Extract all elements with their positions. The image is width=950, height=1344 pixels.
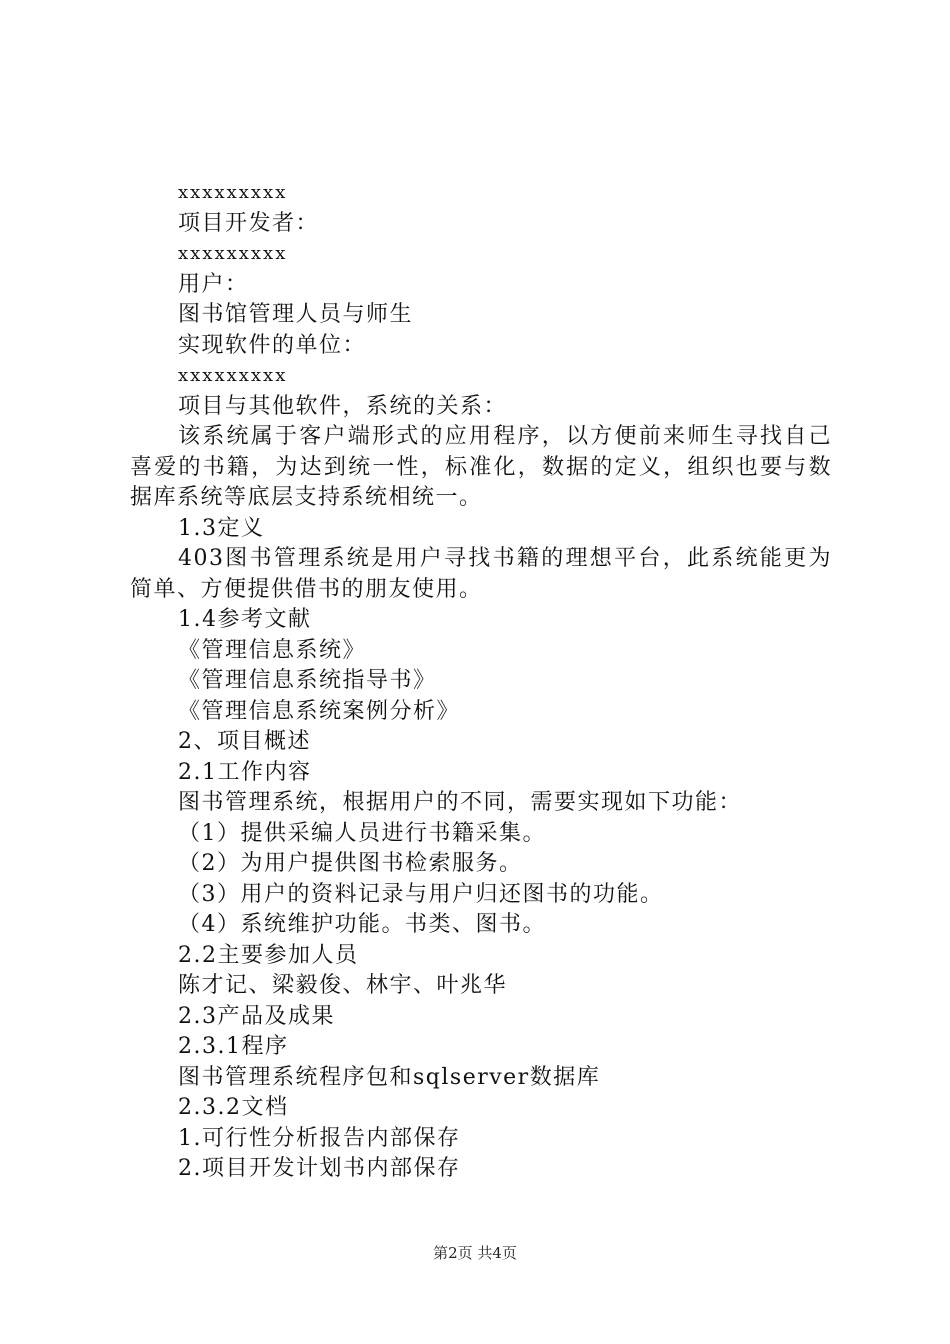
reference-item: 《管理信息系统案例分析》 — [178, 698, 461, 724]
section-heading: 2、项目概述 — [178, 729, 311, 754]
section-heading: 2.3.2文档 — [178, 1095, 289, 1120]
text-line: 实现软件的单位： — [178, 332, 367, 358]
list-item: （4）系统维护功能。书类、图书。 — [178, 912, 546, 937]
list-item: （3）用户的资料记录与用户归还图书的功能。 — [178, 881, 664, 907]
section-heading: 2.1工作内容 — [178, 759, 312, 785]
list-item: （2）为用户提供图书检索服务。 — [178, 851, 523, 876]
document-body — [130, 178, 832, 1185]
text-line: 图书管理系统程序包和sqlserver数据库 — [178, 1064, 601, 1090]
paragraph: 403图书管理系统是用户寻找书籍的理想平台，此系统能更为简单、方便提供借书的朋友使用。 — [130, 546, 832, 602]
section-heading: 2.3产品及成果 — [178, 1003, 335, 1029]
text-line: 项目与其他软件，系统的关系： — [178, 393, 508, 419]
reference-item: 《管理信息系统指导书》 — [178, 668, 437, 693]
section-heading: 1.3定义 — [178, 515, 265, 541]
paragraph: 该系统属于客户端形式的应用程序，以方便前来师生寻找自己喜爱的书籍，为达到统一性，标准化，数据的定义，组织也要与数据库系统等底层支持系统相统一。 — [130, 424, 832, 510]
text-line: 图书管理系统，根据用户的不同，需要实现如下功能： — [178, 790, 743, 815]
text-line: 陈才记、梁毅俊、林宇、叶兆华 — [178, 973, 508, 998]
text-line: 用户： — [178, 271, 249, 297]
section-heading: 1.4参考文献 — [178, 607, 312, 632]
list-item: 2.项目开发计划书内部保存 — [178, 1156, 461, 1181]
text-line: xxxxxxxxx — [178, 365, 288, 386]
text-line: xxxxxxxxx — [178, 243, 288, 264]
section-heading: 2.2主要参加人员 — [178, 942, 359, 968]
reference-item: 《管理信息系统》 — [178, 637, 367, 663]
text-line: xxxxxxxxx — [178, 182, 288, 203]
section-heading: 2.3.1程序 — [178, 1034, 289, 1059]
text-line: 项目开发者： — [178, 210, 320, 236]
list-item: （1）提供采编人员进行书籍采集。 — [178, 820, 546, 846]
page-footer: 第2页 共4页 — [433, 1244, 517, 1262]
text-line: 图书馆管理人员与师生 — [178, 302, 414, 327]
list-item: 1.可行性分析报告内部保存 — [178, 1125, 461, 1151]
